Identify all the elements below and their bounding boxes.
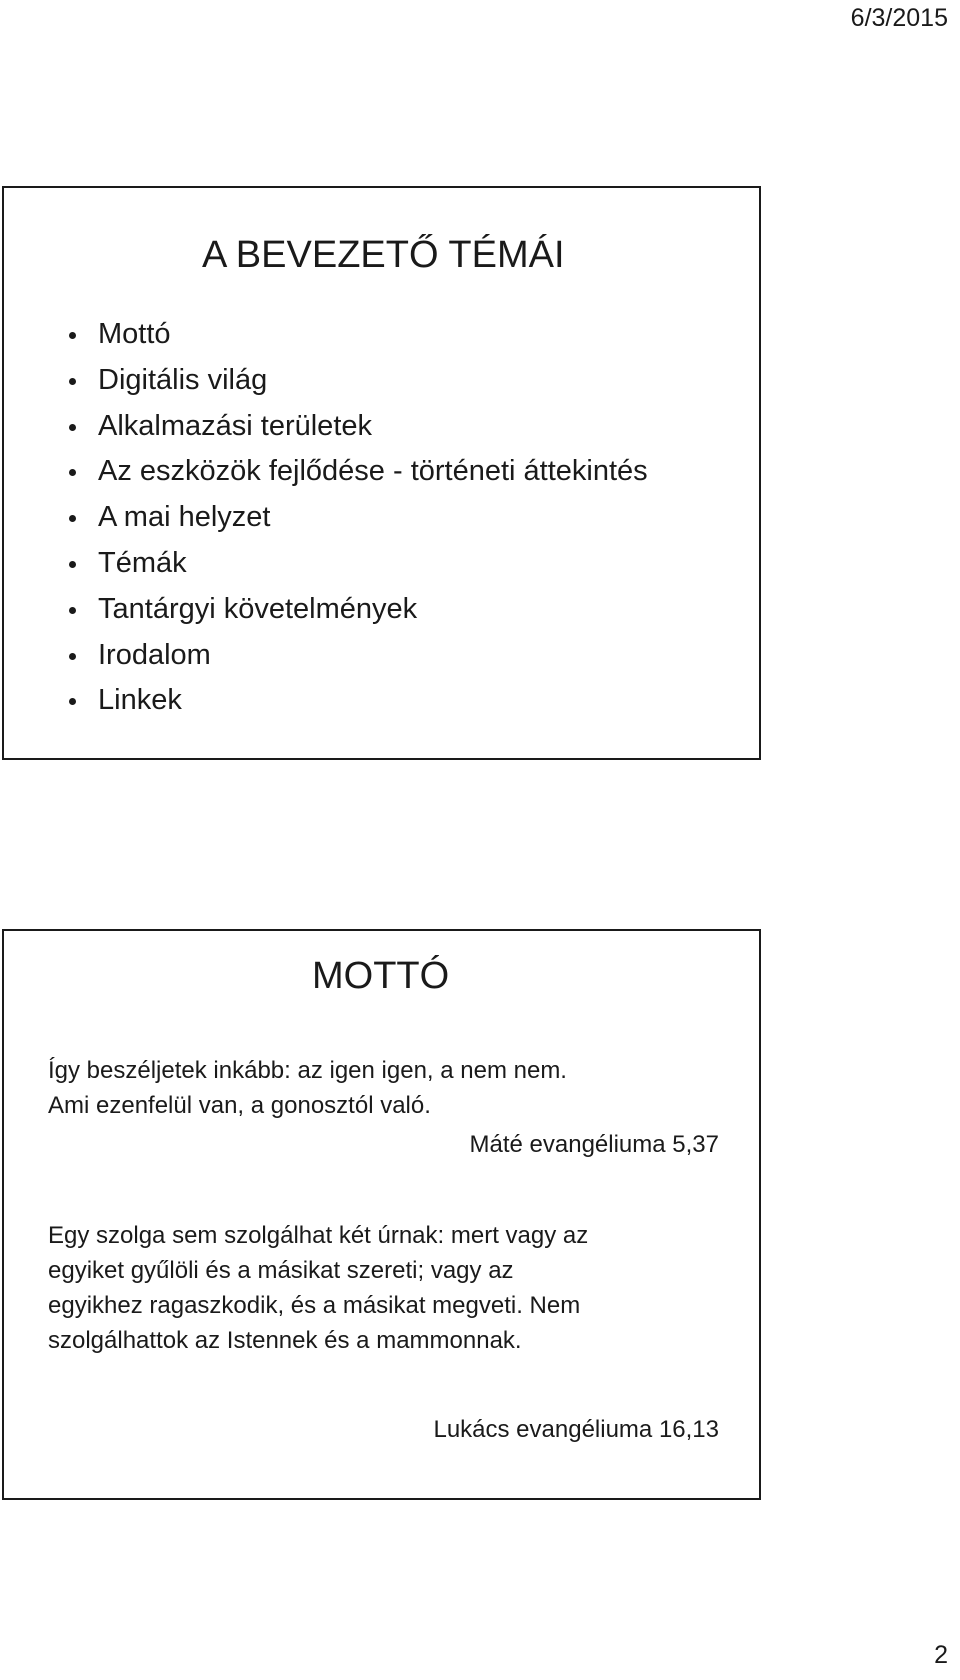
list-item [58,587,648,633]
bullet-icon [69,607,76,614]
topic-list [58,312,648,724]
bullet-icon [69,698,76,705]
list-item-label: Alkalmazási területek [98,409,372,442]
bullet-icon [69,653,76,660]
page-number: 2 [934,1641,948,1669]
quote-line: szolgálhattok az Istennek és a mammonnak. [48,1327,522,1354]
list-item [58,541,648,587]
list-item [58,312,648,358]
bullet-icon [69,378,76,385]
list-item [58,495,648,541]
slide-title: A BEVEZETŐ TÉMÁI [202,234,565,276]
list-item-label: Digitális világ [98,363,268,396]
slide-title: MOTTÓ [312,955,450,997]
bullet-icon [69,469,76,476]
list-item [58,358,648,404]
list-item-label: Linkek [98,684,182,717]
list-item-label: Az eszközök fejlődése - történeti áttekintés [98,455,648,488]
list-item-label: Tantárgyi követelmények [98,592,418,625]
bullet-icon [69,424,76,431]
list-item [58,678,648,724]
list-item [58,633,648,679]
quote-line: egyikhez ragaszkodik, és a másikat megveti. Nem [48,1292,581,1319]
quote-line: egyiket gyűlöli és a másikat szereti; vagy az [48,1257,514,1284]
list-item-label: Irodalom [98,638,211,671]
list-item-label: Mottó [98,318,171,350]
page-date: 6/3/2015 [850,4,948,32]
list-item [58,449,648,495]
quote-line: Egy szolga sem szolgálhat két úrnak: mert vagy az [48,1222,589,1249]
quote-attribution: Lukács evangéliuma 16,13 [433,1416,719,1443]
bullet-icon [69,332,76,339]
bullet-icon [69,515,76,522]
quote-line: Ami ezenfelül van, a gonosztól való. [48,1092,431,1119]
quote-luke [48,1218,588,1358]
list-item [58,404,648,450]
slide-motto [2,929,761,1500]
list-item-label: A mai helyzet [98,501,271,534]
list-item-label: Témák [98,546,187,579]
bullet-icon [69,561,76,568]
quote-matthew [48,1053,567,1123]
quote-line: Így beszéljetek inkább: az igen igen, a nem nem. [48,1057,567,1084]
quote-attribution: Máté evangéliuma 5,37 [469,1131,719,1158]
slide-intro-topics [2,186,761,760]
